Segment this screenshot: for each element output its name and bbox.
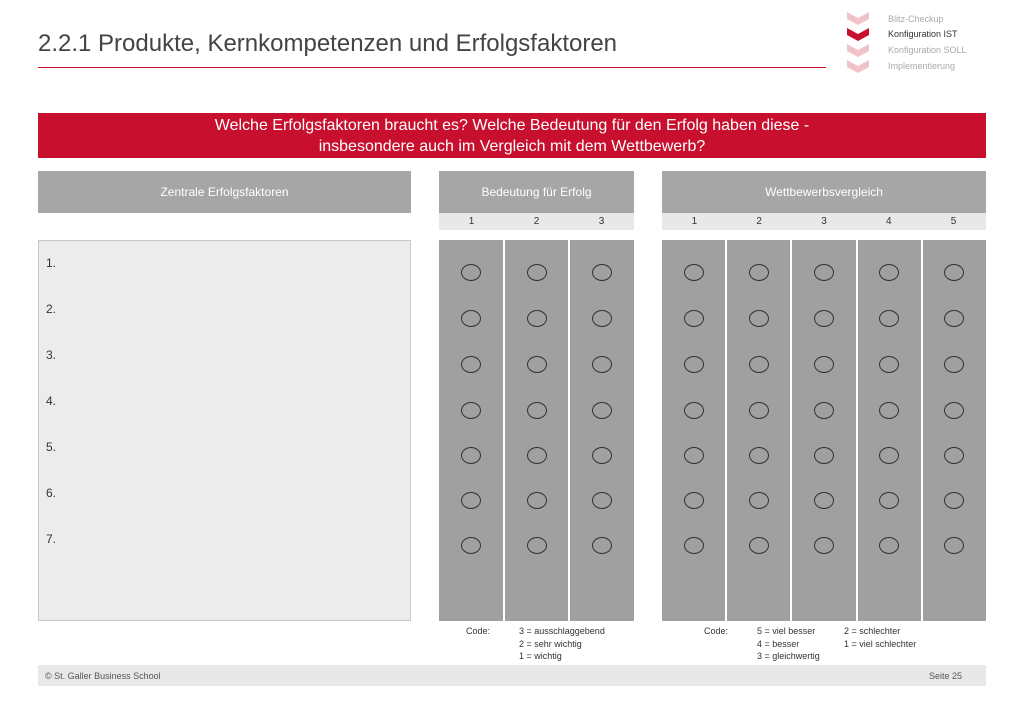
code-line: 1 = wichtig xyxy=(519,651,562,661)
code-line: 5 = viel besser xyxy=(757,626,816,636)
factor-item[interactable]: 4. xyxy=(46,394,57,408)
competition-radio[interactable] xyxy=(814,264,834,281)
importance-grid xyxy=(439,240,634,621)
competition-radio[interactable] xyxy=(749,264,769,281)
factor-list-box xyxy=(38,240,411,621)
competition-radio[interactable] xyxy=(944,402,964,419)
competition-radio[interactable] xyxy=(944,447,964,464)
competition-radio[interactable] xyxy=(749,356,769,373)
code-line: 4 = besser xyxy=(757,638,800,649)
scale-label: 3 xyxy=(598,216,605,227)
importance-radio[interactable] xyxy=(527,264,547,281)
factor-item[interactable]: 5. xyxy=(46,440,57,454)
competition-radio[interactable] xyxy=(879,356,899,373)
header-factors: Zentrale Erfolgsfaktoren xyxy=(38,171,411,213)
importance-radio[interactable] xyxy=(592,310,612,327)
importance-radio[interactable] xyxy=(461,447,481,464)
competition-code-list-1 xyxy=(757,625,820,663)
competition-radio[interactable] xyxy=(814,492,834,509)
scale-label: 4 xyxy=(886,216,892,227)
header-competition: Wettbewerbsvergleich xyxy=(662,171,986,213)
importance-radio[interactable] xyxy=(527,492,547,509)
importance-radio[interactable] xyxy=(461,402,481,419)
code-line: 3 = gleichwertig xyxy=(757,651,820,661)
importance-radio[interactable] xyxy=(527,537,547,554)
nav-item-konfiguration-soll[interactable]: Konfiguration SOLL xyxy=(888,45,967,55)
code-line: 2 = sehr wichtig xyxy=(519,638,582,649)
importance-column-1 xyxy=(439,240,505,621)
competition-radio[interactable] xyxy=(684,492,704,509)
factor-item[interactable]: 3. xyxy=(46,348,57,362)
scale-label: 2 xyxy=(533,216,540,227)
header-importance: Bedeutung für Erfolg xyxy=(439,171,634,213)
nav-item-konfiguration-ist[interactable]: Konfiguration IST xyxy=(888,29,958,39)
scale-label: 1 xyxy=(468,216,475,227)
competition-column-3 xyxy=(792,240,857,621)
competition-radio[interactable] xyxy=(749,310,769,327)
competition-code-list-2 xyxy=(844,625,916,650)
importance-column-3 xyxy=(570,240,634,621)
factor-item[interactable]: 7. xyxy=(46,532,57,546)
competition-column-5 xyxy=(923,240,986,621)
scale-label: 3 xyxy=(821,216,827,227)
competition-radio[interactable] xyxy=(944,537,964,554)
competition-radio[interactable] xyxy=(684,537,704,554)
competition-code-label: Code: xyxy=(704,626,729,636)
factor-item[interactable]: 2. xyxy=(46,302,57,316)
competition-radio[interactable] xyxy=(749,537,769,554)
importance-column-2 xyxy=(505,240,571,621)
importance-radio[interactable] xyxy=(461,537,481,554)
importance-scale xyxy=(439,213,634,230)
competition-radio[interactable] xyxy=(879,492,899,509)
importance-radio[interactable] xyxy=(592,447,612,464)
competition-column-4 xyxy=(858,240,923,621)
competition-column-1 xyxy=(662,240,727,621)
competition-radio[interactable] xyxy=(944,356,964,373)
scale-label: 2 xyxy=(756,216,762,227)
competition-radio[interactable] xyxy=(944,310,964,327)
competition-radio[interactable] xyxy=(749,402,769,419)
importance-radio[interactable] xyxy=(527,447,547,464)
competition-radio[interactable] xyxy=(684,264,704,281)
importance-radio[interactable] xyxy=(592,537,612,554)
title-divider xyxy=(38,67,826,68)
chevron-stack-icon xyxy=(845,10,871,76)
competition-radio[interactable] xyxy=(684,310,704,327)
code-line: 1 = viel schlechter xyxy=(844,638,917,649)
scale-label: 5 xyxy=(950,216,957,227)
nav-item-implementierung[interactable]: Implementierung xyxy=(888,61,956,71)
competition-radio[interactable] xyxy=(944,492,964,509)
importance-radio[interactable] xyxy=(592,492,612,509)
importance-radio[interactable] xyxy=(461,492,481,509)
competition-radio[interactable] xyxy=(879,447,899,464)
importance-radio[interactable] xyxy=(461,356,481,373)
footer xyxy=(38,665,986,686)
factor-item[interactable]: 6. xyxy=(46,486,57,500)
competition-radio[interactable] xyxy=(814,310,834,327)
page-number: Seite 25 xyxy=(928,671,962,681)
competition-radio[interactable] xyxy=(684,447,704,464)
competition-radio[interactable] xyxy=(944,264,964,281)
importance-radio[interactable] xyxy=(527,356,547,373)
competition-radio[interactable] xyxy=(879,402,899,419)
importance-radio[interactable] xyxy=(592,356,612,373)
scale-label: 1 xyxy=(691,216,698,227)
code-line: 3 = ausschlaggebend xyxy=(519,626,605,636)
competition-radio[interactable] xyxy=(684,402,704,419)
competition-radio[interactable] xyxy=(879,310,899,327)
footer-copyright: © St. Galler Business School xyxy=(45,671,161,681)
competition-column-2 xyxy=(727,240,792,621)
importance-radio[interactable] xyxy=(461,264,481,281)
importance-radio[interactable] xyxy=(592,264,612,281)
nav-item-blitz-checkup[interactable]: Blitz-Checkup xyxy=(888,14,944,24)
competition-radio[interactable] xyxy=(814,537,834,554)
competition-scale xyxy=(662,213,986,230)
importance-code-label: Code: xyxy=(466,626,491,636)
competition-radio[interactable] xyxy=(879,537,899,554)
page-title: 2.2.1 Produkte, Kernkompetenzen und Erfolgsfaktoren xyxy=(38,30,618,57)
importance-radio[interactable] xyxy=(592,402,612,419)
importance-radio[interactable] xyxy=(461,310,481,327)
competition-radio[interactable] xyxy=(749,492,769,509)
competition-radio[interactable] xyxy=(749,447,769,464)
competition-grid xyxy=(662,240,986,621)
importance-code-list xyxy=(519,625,605,663)
competition-radio[interactable] xyxy=(814,402,834,419)
importance-radio[interactable] xyxy=(527,402,547,419)
competition-radio[interactable] xyxy=(684,356,704,373)
code-line: 2 = schlechter xyxy=(844,626,901,636)
competition-radio[interactable] xyxy=(814,356,834,373)
banner-line-1: Welche Erfolgsfaktoren braucht es? Welche Bedeutung für den Erfolg haben diese - xyxy=(214,117,810,134)
banner-line-2: insbesondere auch im Vergleich mit dem Wettbewerb? xyxy=(318,138,706,155)
competition-radio[interactable] xyxy=(879,264,899,281)
question-banner xyxy=(38,113,986,158)
factor-item[interactable]: 1. xyxy=(46,256,57,270)
competition-radio[interactable] xyxy=(814,447,834,464)
importance-radio[interactable] xyxy=(527,310,547,327)
